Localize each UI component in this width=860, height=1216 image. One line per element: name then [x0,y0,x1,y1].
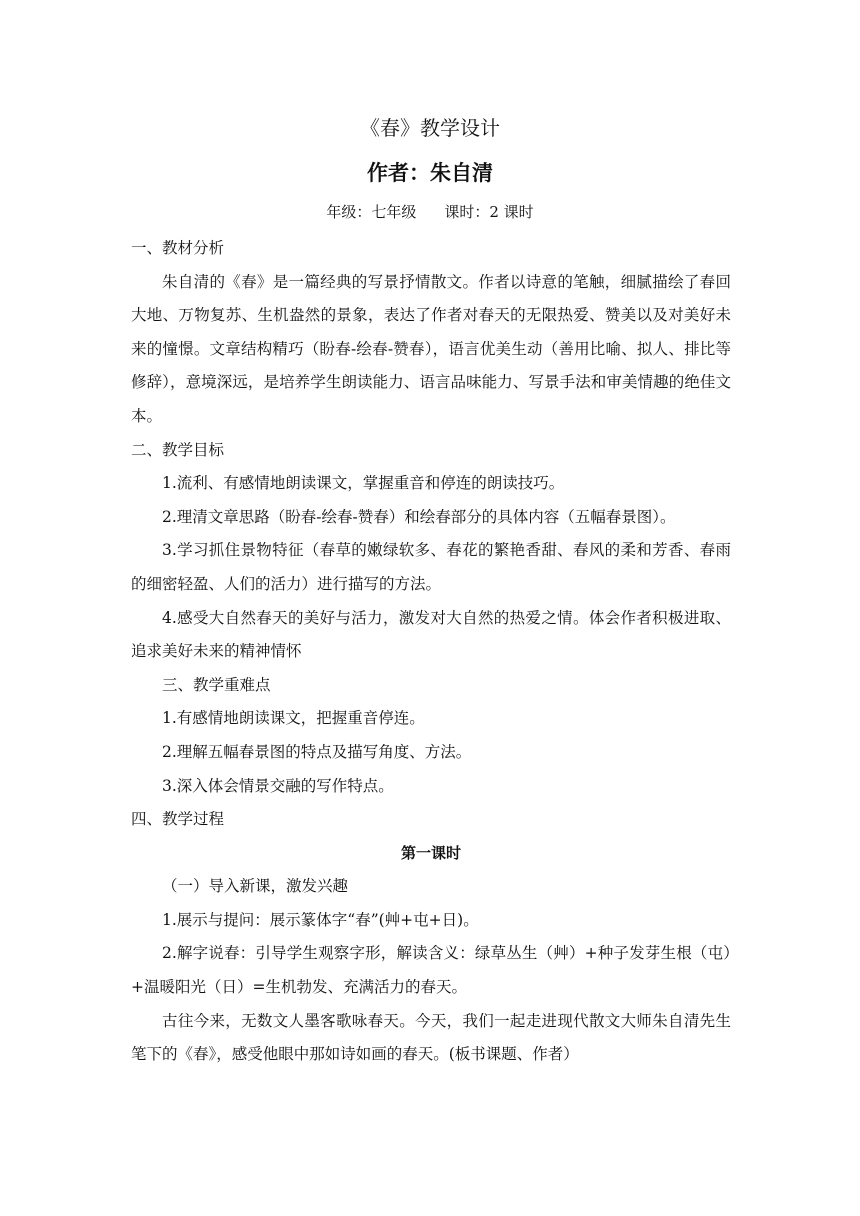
key-point-item: 2.理解五幅春景图的特点及描写角度、方法。 [162,742,472,761]
section-heading-key-points: 三、教学重难点 [162,675,271,694]
intro-item: 1.展示与提问：展示篆体字“春”(艸+屯+日)。 [162,910,479,929]
lesson-title: 第一课时 [400,843,461,862]
part-heading-intro: （一）导入新课，激发兴趣 [162,877,349,896]
goal-item: 3.学习抓住景物特征（春草的嫩绿软多、春花的繁艳香甜、春风的柔和芳香、春雨的细密轻盈、人们的活力）进行描写的方法。 [131,541,731,593]
section-heading-goals: 二、教学目标 [131,440,225,459]
goal-item: 1.流利、有感情地朗读课文，掌握重音和停连的朗读技巧。 [162,474,565,493]
document-meta [0,200,860,224]
hours-label: 课时：2 课时 [444,203,534,221]
section-heading-analysis: 一、教材分析 [131,239,225,257]
intro-item: 2.解字说春：引导学生观察字形，解读含义：绿草丛生（艸）+种子发芽生根（屯）+温暖阳光（日）=生机勃发、充满活力的春天。 [131,944,731,997]
intro-closing-paragraph: 古往今来，无数文人墨客歌咏春天。今天，我们一起走进现代散文大师朱自清先生笔下的《春》，感受他眼中那如诗如画的春天。(板书课题、作者） [131,1011,731,1064]
goal-item: 4.感受大自然春天的美好与活力，激发对大自然的热爱之情。体会作者积极进取、追求美好未来的精神情怀 [131,608,731,661]
grade-label: 年级：七年级 [326,203,417,221]
section-heading-process: 四、教学过程 [131,810,225,829]
key-point-item: 3.深入体会情景交融的写作特点。 [162,776,394,795]
key-point-item: 1.有感情地朗读课文，把握重音停连。 [162,709,425,728]
goal-item: 2.理清文章思路（盼春-绘春-赞春）和绘春部分的具体内容（五幅春景图）。 [162,507,676,526]
document-body [131,232,731,1072]
document-title: 《春》教学设计 [360,116,500,140]
analysis-paragraph: 朱自清的《春》是一篇经典的写景抒情散文。作者以诗意的笔触，细腻描绘了春回大地、万物复苏、生机盎然的景象，表达了作者对春天的无限热爱、赞美以及对美好未来的憧憬。文章结构精巧（盼春-绘春-赞春），语言优美生动（善用比喻、拟人、排比等修辞），意境深远，是培养学生朗读能力、语言品味能力、写景手法和审美情趣的绝佳文本。 [131,272,731,425]
document-author: 作者：朱自清 [367,161,493,185]
